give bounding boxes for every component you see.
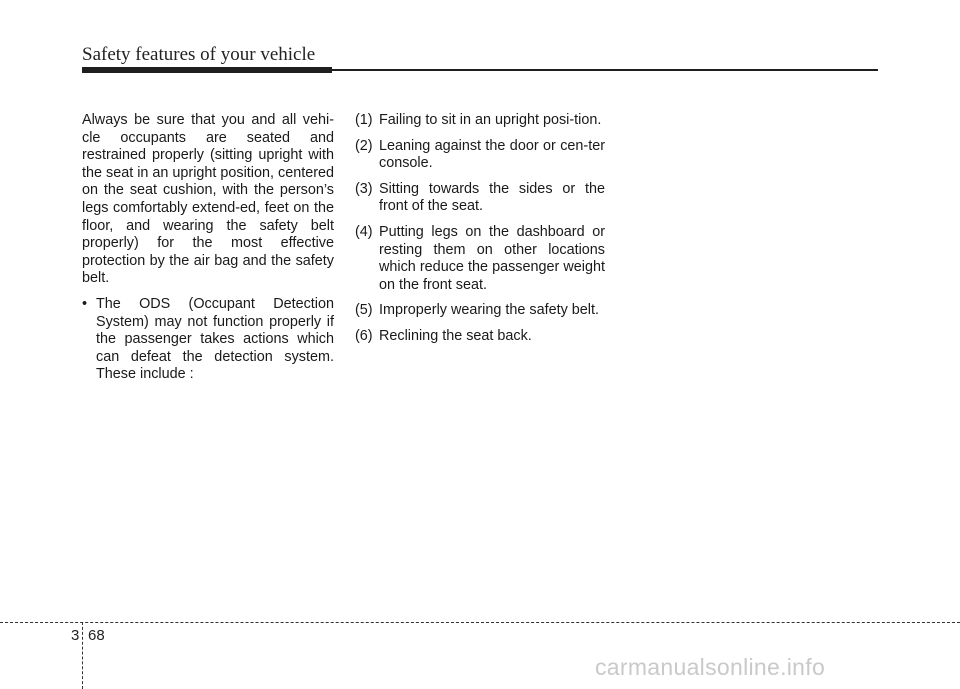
list-item xyxy=(355,224,605,294)
list-text: Sitting towards the sides or the front of the seat. xyxy=(379,180,605,215)
bullet-mark: • xyxy=(82,295,88,312)
list-text: Leaning against the door or cen-ter console. xyxy=(379,137,605,172)
right-column xyxy=(355,112,605,354)
intro-paragraph: Always be sure that you and all vehi-cle occupants are seated and restrained properly (sitting upright with the seat in an upright position, centered on the seat cushion, with the person’s legs comfortably extend-ed, feet on the floor, and wearing the safety belt properly) for the most effective protection by the air bag and the safety belt. xyxy=(82,112,335,287)
list-number: (3) xyxy=(355,180,373,197)
watermark: carmanualsonline.info xyxy=(595,654,826,680)
header-bar xyxy=(82,67,332,73)
left-column xyxy=(82,112,334,384)
chapter-number: 3 xyxy=(71,627,80,644)
list-number: (5) xyxy=(355,302,373,319)
list-number: (4) xyxy=(355,223,373,240)
list-text: Improperly wearing the safety belt. xyxy=(379,302,599,319)
list-number: (1) xyxy=(355,112,373,128)
header-rule xyxy=(332,69,878,71)
bullet-text: The ODS (Occupant Detection System) may not function properly if the passenger takes actions which can defeat the detection system. These include : xyxy=(96,295,334,383)
list-text: Failing to sit in an upright posi-tion. xyxy=(379,112,602,128)
list-number: (2) xyxy=(355,137,373,154)
list-item xyxy=(355,181,605,216)
list-text: Putting legs on the dashboard or resting them on other locations which reduce the passenger weight on the front seat. xyxy=(379,223,605,293)
page-number: 68 xyxy=(88,627,105,644)
list-item xyxy=(355,112,605,130)
list-item xyxy=(355,328,605,346)
list-item xyxy=(355,138,605,173)
footer-divider xyxy=(82,622,83,689)
list-item xyxy=(355,302,605,320)
list-text: Reclining the seat back. xyxy=(379,327,532,344)
list-number: (6) xyxy=(355,327,373,344)
section-title: Safety features of your vehicle xyxy=(82,44,316,65)
bullet-item xyxy=(82,296,334,384)
footer-rule xyxy=(0,622,960,623)
